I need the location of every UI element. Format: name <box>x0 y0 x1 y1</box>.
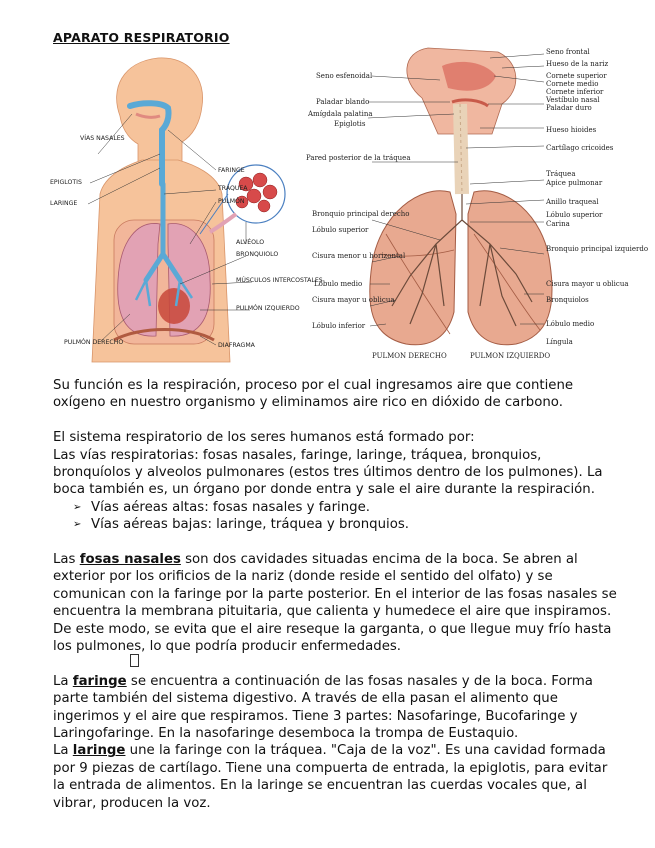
composition-paragraph: Las vías respiratorias: fosas nasales, faringe, laringe, tráquea, bronquios, bronquíolos y alveolos pulmonares (estos tres últimos dentro de los pulmones). La boca también es, un órgano por donde entra y sale el aire durante la respiración. <box>53 447 603 498</box>
label-pulmon-derecho: PULMON DERECHO <box>372 352 447 360</box>
label-musculos: MÚSCULOS INTERCOSTALES <box>236 277 323 284</box>
laringe-paragraph: La laringe une la faringe con la tráquea. "Caja de la voz". Es una cavidad formada por 9 piezas de cartílago. Tiene una compuerta de entrada, la epiglotis, para evitar la entrada de alimentos. En la laringe se encuentran las cuerdas vocales que, al vibrar, producen la voz. <box>53 743 608 811</box>
arrow-bullet-icon: ➢ <box>73 519 82 531</box>
label-faringe: FARINGE <box>218 167 245 174</box>
composition-heading: El sistema respiratorio de los seres humanos está formado por: <box>53 430 475 446</box>
label-pulmon-izquierdo: PULMON IZQUIERDO <box>470 352 551 360</box>
label-traquea: TRÁQUEA <box>218 185 248 192</box>
label-pulmon-der: PULMÓN DERECHO <box>64 339 124 346</box>
label-apice: Apice pulmonar <box>546 179 603 187</box>
label-cricoides: Cartílago cricoides <box>546 144 614 152</box>
page-title: APARATO RESPIRATORIO <box>53 30 230 45</box>
label-cisura-menor: Cisura menor u horizontal <box>312 252 406 260</box>
label-lobulo-superior: Lóbulo superior <box>546 211 603 219</box>
list-item: ➢ Vías aéreas altas: fosas nasales y faringe. <box>73 499 371 515</box>
label-cisura-mayor-der: Cisura mayor u oblicua <box>312 296 395 304</box>
label-hueso-nariz: Hueso de la nariz <box>546 60 609 68</box>
label-seno-frontal: Seno frontal <box>546 48 590 56</box>
label-bronquio-der: Bronquio principal derecho <box>312 210 410 218</box>
label-seno-esfenoidal: Seno esfenoidal <box>316 72 373 80</box>
label-pared-traquea: Pared posterior de la tráquea <box>306 154 411 162</box>
document-body <box>53 377 619 812</box>
label-paladar-blando: Paladar blando <box>316 98 370 106</box>
term-laringe: laringe <box>72 743 126 759</box>
label-epiglotis-r: Epiglotis <box>334 120 366 128</box>
label-lingula: Língula <box>546 338 573 346</box>
arrow-bullet-icon: ➢ <box>73 501 82 513</box>
list-item: ➢ Vías aéreas bajas: laringe, tráquea y bronquios. <box>73 517 410 533</box>
respiratory-illustration <box>50 44 649 362</box>
label-lobulo-sup-der: Lóbulo superior <box>312 226 369 234</box>
label-lobulo-medio-izq: Lóbulo medio <box>546 320 595 328</box>
label-paladar-duro: Paladar duro <box>546 104 592 112</box>
label-pulmon: PULMÓN <box>218 198 245 205</box>
label-anillo: Anillo traqueal <box>546 198 599 206</box>
label-bronquio-izq: Bronquio principal izquierdo <box>546 245 649 253</box>
missing-glyph-box <box>130 654 139 667</box>
fosas-paragraph: Las fosas nasales son dos cavidades situadas encima de la boca. Se abren al exterior por los orificios de la nariz (donde reside el sentido del olfato) y se comunican con la faringe por la parte posterior. En el interior de las fosas nasales se encuentra la membrana pituitaria, que calienta y humedece el aire que inspiramos. De este modo, se evita que el aire reseque la garganta, o que llegue muy frío hasta los pulmones, lo que podría producir enfermedades. <box>53 552 617 655</box>
label-hioides: Hueso hioides <box>546 126 597 134</box>
label-bronquiolo: BRONQUIOLO <box>236 251 279 258</box>
label-carina: Carina <box>546 220 570 228</box>
label-alveolo: ALVÉOLO <box>236 239 265 246</box>
faringe-paragraph: La faringe se encuentra a continuación de las fosas nasales y de la boca. Forma parte también del sistema digestivo. A través de ella pasan el alimento que ingerimos y el aire que respiramos. Tiene 3 partes: Nasofaringe, Bucofaringe y Laringofaringe. En la nasofaringe desemboca la trompa de Eustaquio. <box>53 673 593 742</box>
label-amigdala: Amígdala palatina <box>308 110 373 118</box>
label-bronquiolos: Bronquiolos <box>546 296 589 304</box>
label-cornete-medio: Cornete medio <box>546 80 599 88</box>
torso-diagram <box>50 58 323 362</box>
label-laringe: LARINGE <box>50 200 78 207</box>
label-traquea-r: Tráquea <box>546 170 576 178</box>
term-faringe: faringe <box>72 673 127 689</box>
label-cornete-superior: Cornete superior <box>546 72 607 80</box>
label-diafragma: DIAFRAGMA <box>218 342 255 349</box>
intro-paragraph: Su función es la respiración, proceso por el cual ingresamos aire que contiene oxígeno en nuestro organismo y eliminamos aire rico en dióxido de carbono. <box>53 378 574 411</box>
label-lobulo-medio-der: Lóbulo medio <box>314 280 363 288</box>
label-pulmon-izq: PULMÓN IZQUIERDO <box>236 305 300 312</box>
label-lobulo-inferior: Lóbulo inferior <box>312 322 366 330</box>
airway-list <box>53 499 619 534</box>
label-vias-nasales: VÍAS NASALES <box>80 135 125 142</box>
lungs-diagram <box>306 48 648 360</box>
label-cornete-inferior: Cornete inferior <box>546 88 604 96</box>
label-vestibulo: Vestíbulo nasal <box>546 96 600 104</box>
label-cisura-mayor-izq: Cisura mayor u oblicua <box>546 280 629 288</box>
label-epiglotis: EPIGLOTIS <box>50 179 82 186</box>
term-fosas-nasales: fosas nasales <box>79 552 181 568</box>
